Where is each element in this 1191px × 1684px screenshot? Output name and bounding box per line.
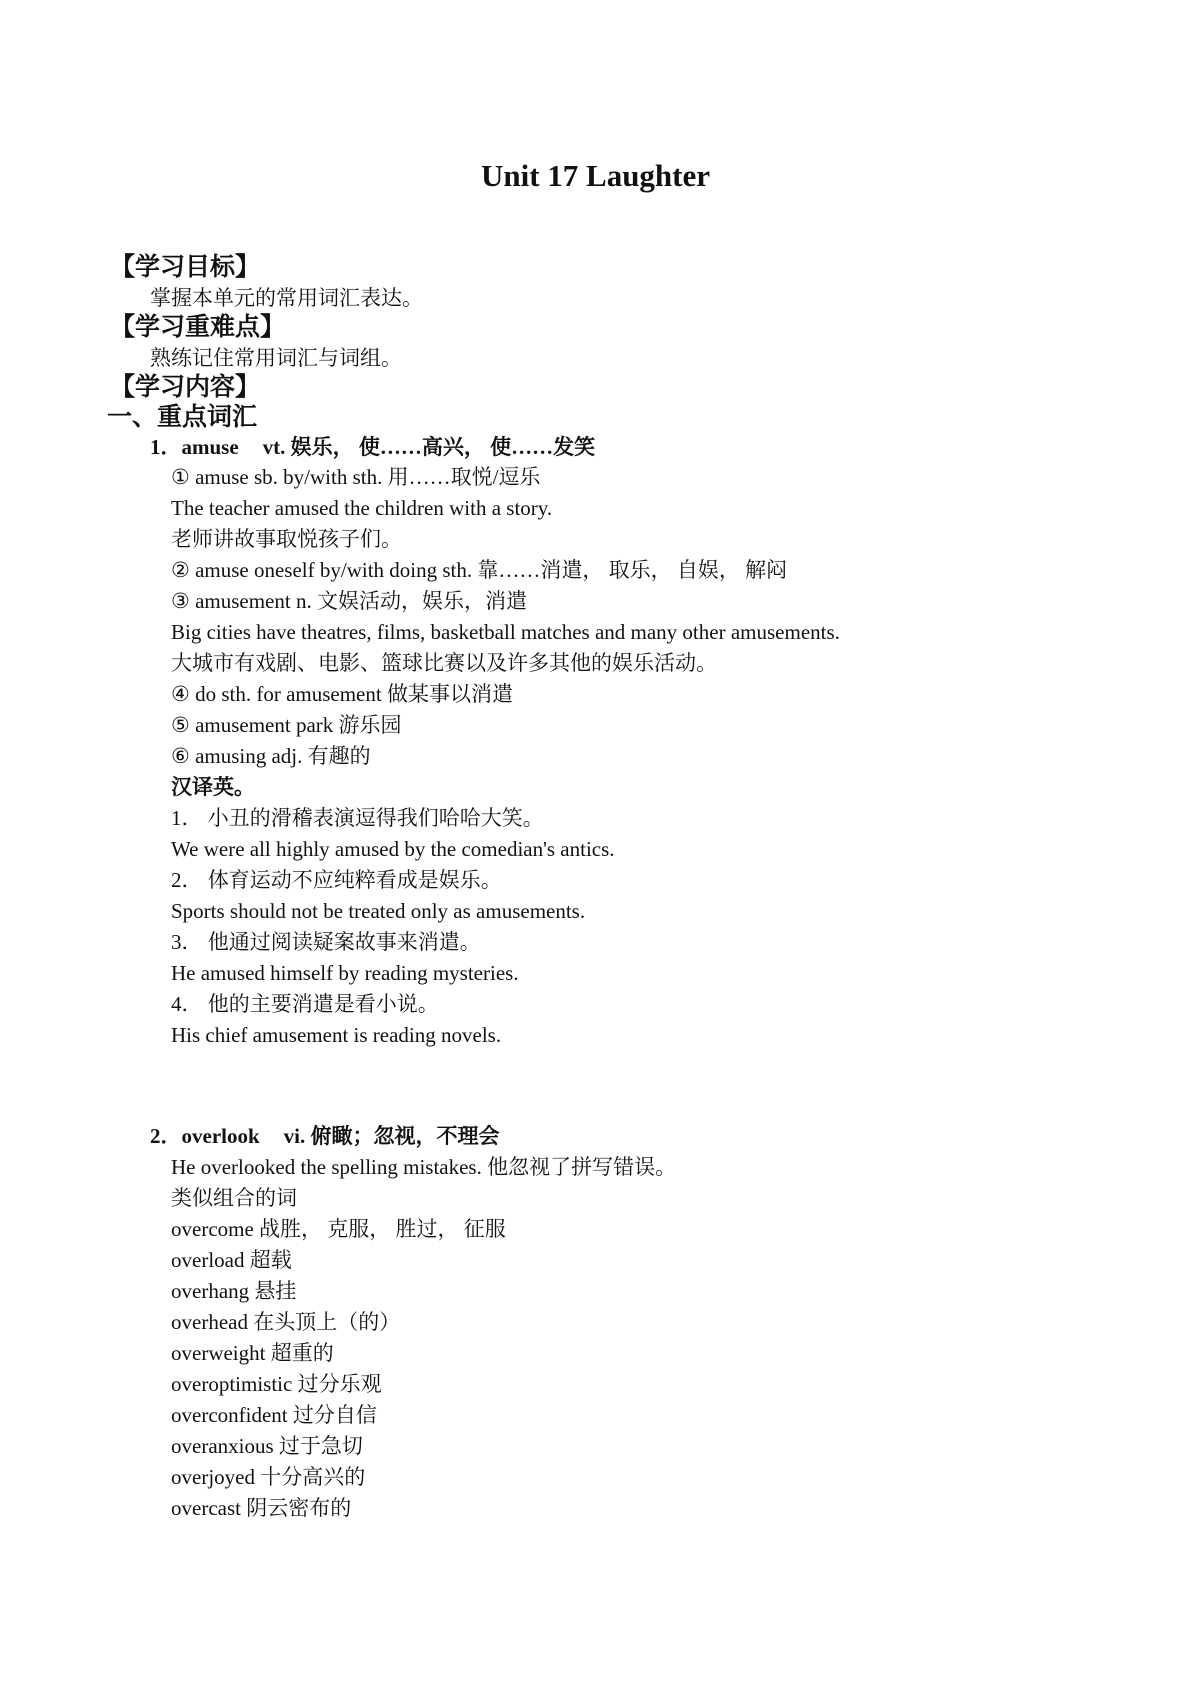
word-headword: 1．amuse bbox=[150, 435, 239, 459]
section-key-vocabulary: 一、重点词汇 bbox=[107, 402, 258, 431]
list-item: He overlooked the spelling mistakes. 他忽视了拼写错误。 bbox=[171, 1155, 677, 1179]
exercise-item: His chief amusement is reading novels. bbox=[171, 1023, 502, 1047]
exercise-item: 3． 他通过阅读疑案故事来消遣。 bbox=[171, 930, 481, 954]
list-item: 类似组合的词 bbox=[171, 1186, 297, 1210]
list-item: ③ amusement n. 文娱活动，娱乐，消遣 bbox=[171, 589, 527, 613]
list-item: overconfident 过分自信 bbox=[171, 1403, 377, 1427]
page-title: Unit 17 Laughter bbox=[480, 158, 711, 193]
list-item: overload 超载 bbox=[171, 1248, 292, 1272]
goals-heading: 【学习目标】 bbox=[110, 252, 261, 281]
list-item: overhead 在头顶上（的） bbox=[171, 1310, 401, 1334]
exercise-item: 2． 体育运动不应纯粹看成是娱乐。 bbox=[171, 868, 502, 892]
list-item: The teacher amused the children with a story. bbox=[171, 496, 553, 520]
content-heading: 【学习内容】 bbox=[110, 372, 261, 401]
word-headword: 2．overlook bbox=[150, 1124, 260, 1148]
list-item: ① amuse sb. by/with sth. 用……取悦/逗乐 bbox=[171, 465, 541, 489]
exercise-label: 汉译英。 bbox=[171, 775, 255, 799]
exercise-item: He amused himself by reading mysteries. bbox=[171, 961, 519, 985]
list-item: ⑥ amusing adj. 有趣的 bbox=[171, 744, 371, 768]
goals-text: 掌握本单元的常用词汇表达。 bbox=[150, 286, 423, 310]
list-item: overweight 超重的 bbox=[171, 1341, 334, 1365]
key-points-heading: 【学习重难点】 bbox=[110, 312, 286, 341]
exercise-item: 4． 他的主要消遣是看小说。 bbox=[171, 992, 439, 1016]
word-definition: vi. 俯瞰；忽视，不理会 bbox=[283, 1124, 500, 1148]
list-item: 老师讲故事取悦孩子们。 bbox=[171, 527, 402, 551]
word-entry-overlook bbox=[150, 1122, 500, 1150]
list-item: overcome 战胜， 克服， 胜过， 征服 bbox=[171, 1217, 506, 1241]
list-item: overcast 阴云密布的 bbox=[171, 1496, 352, 1520]
exercise-item: Sports should not be treated only as amusements. bbox=[171, 899, 586, 923]
list-item: Big cities have theatres, films, basketball matches and many other amusements. bbox=[171, 620, 840, 644]
list-item: overhang 悬挂 bbox=[171, 1279, 297, 1303]
exercise-item: We were all highly amused by the comedian's antics. bbox=[171, 837, 615, 861]
key-points-text: 熟练记住常用词汇与词组。 bbox=[150, 346, 402, 370]
list-item: ④ do sth. for amusement 做某事以消遣 bbox=[171, 682, 513, 706]
list-item: ② amuse oneself by/with doing sth. 靠……消遣， 取乐， 自娱， 解闷 bbox=[171, 558, 788, 582]
list-item: overanxious 过于急切 bbox=[171, 1434, 363, 1458]
list-item: ⑤ amusement park 游乐园 bbox=[171, 713, 402, 737]
word-definition: vt. 娱乐， 使……高兴， 使……发笑 bbox=[262, 435, 596, 459]
list-item: overoptimistic 过分乐观 bbox=[171, 1372, 382, 1396]
exercise-item: 1． 小丑的滑稽表演逗得我们哈哈大笑。 bbox=[171, 806, 544, 830]
word-entry-amuse bbox=[150, 433, 595, 461]
list-item: 大城市有戏剧、电影、篮球比赛以及许多其他的娱乐活动。 bbox=[171, 651, 717, 675]
list-item: overjoyed 十分高兴的 bbox=[171, 1465, 366, 1489]
